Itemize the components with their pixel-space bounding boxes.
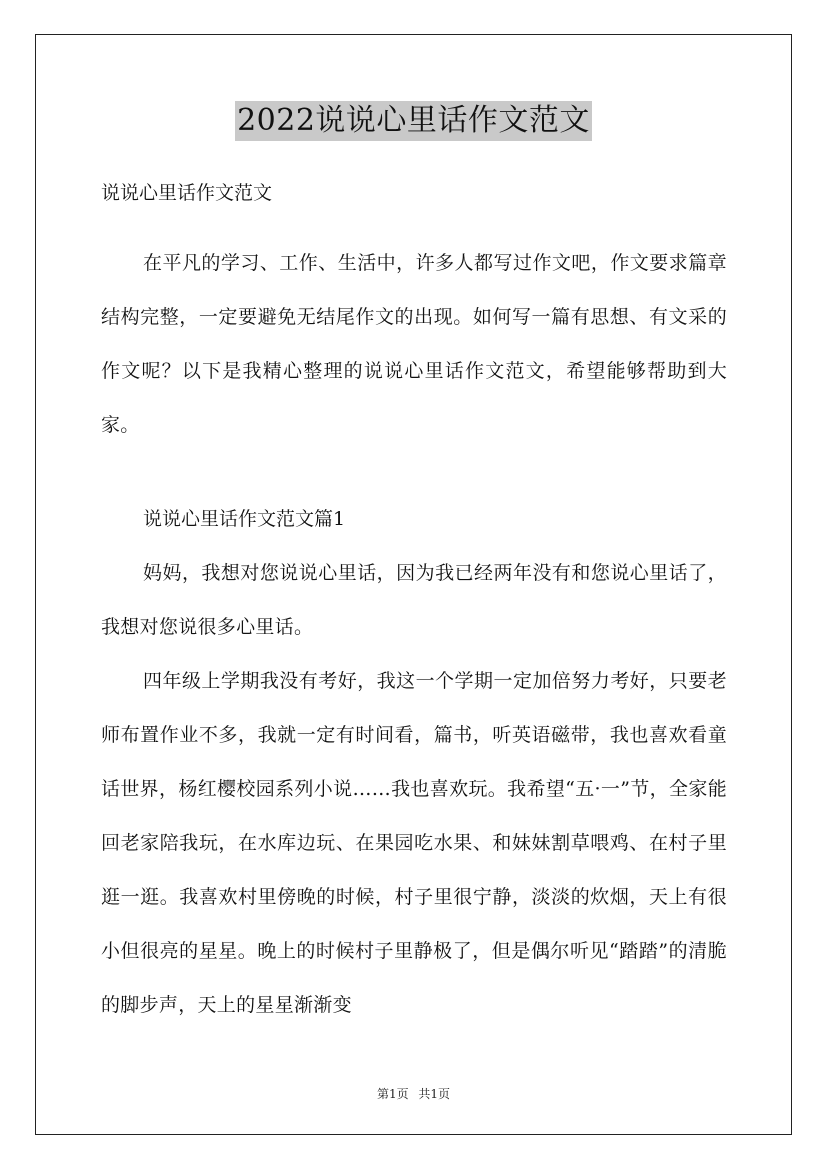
document-body: [101, 170, 727, 1032]
document-subtitle: 说说心里话作文范文: [101, 182, 273, 204]
intro-paragraph: 在平凡的学习、工作、生活中，许多人都写过作文吧，作文要求篇章结构完整，一定要避免无结尾作文的出现。如何写一篇有思想、有文采的作文呢？以下是我精心整理的说说心里话作文范文，希望能够帮助到大家。: [101, 252, 727, 436]
page-number: 第1页: [376, 1087, 409, 1101]
section-title: 说说心里话作文范文篇1: [143, 508, 346, 530]
document-title: 2022说说心里话作文范文: [235, 101, 592, 141]
body-paragraph: 四年级上学期我没有考好，我这一个学期一定加倍努力考好，只要老师布置作业不多，我就一定有时间看，篇书，听英语磁带，我也喜欢看童话世界，杨红樱校园系列小说……我也喜欢玩。我希望“五·一”节，全家能回老家陪我玩，在水库边玩、在果园吃水果、和妹妹割草喂鸡、在村子里逛一逛。我喜欢村里傍晚的时候，村子里很宁静，淡淡的炊烟，天上有很小但很亮的星星。晚上的时候村子里静极了，但是偶尔听见“踏踏”的清脆的脚步声，天上的星星渐渐变: [101, 670, 727, 1016]
section-gap: [101, 452, 727, 492]
page-footer: [0, 1085, 827, 1102]
body-paragraph: 妈妈，我想对您说说心里话，因为我已经两年没有和您说心里话了，我想对您说很多心里话。: [101, 562, 727, 638]
title-container: [0, 101, 827, 141]
page-total: 共1页: [418, 1087, 451, 1101]
